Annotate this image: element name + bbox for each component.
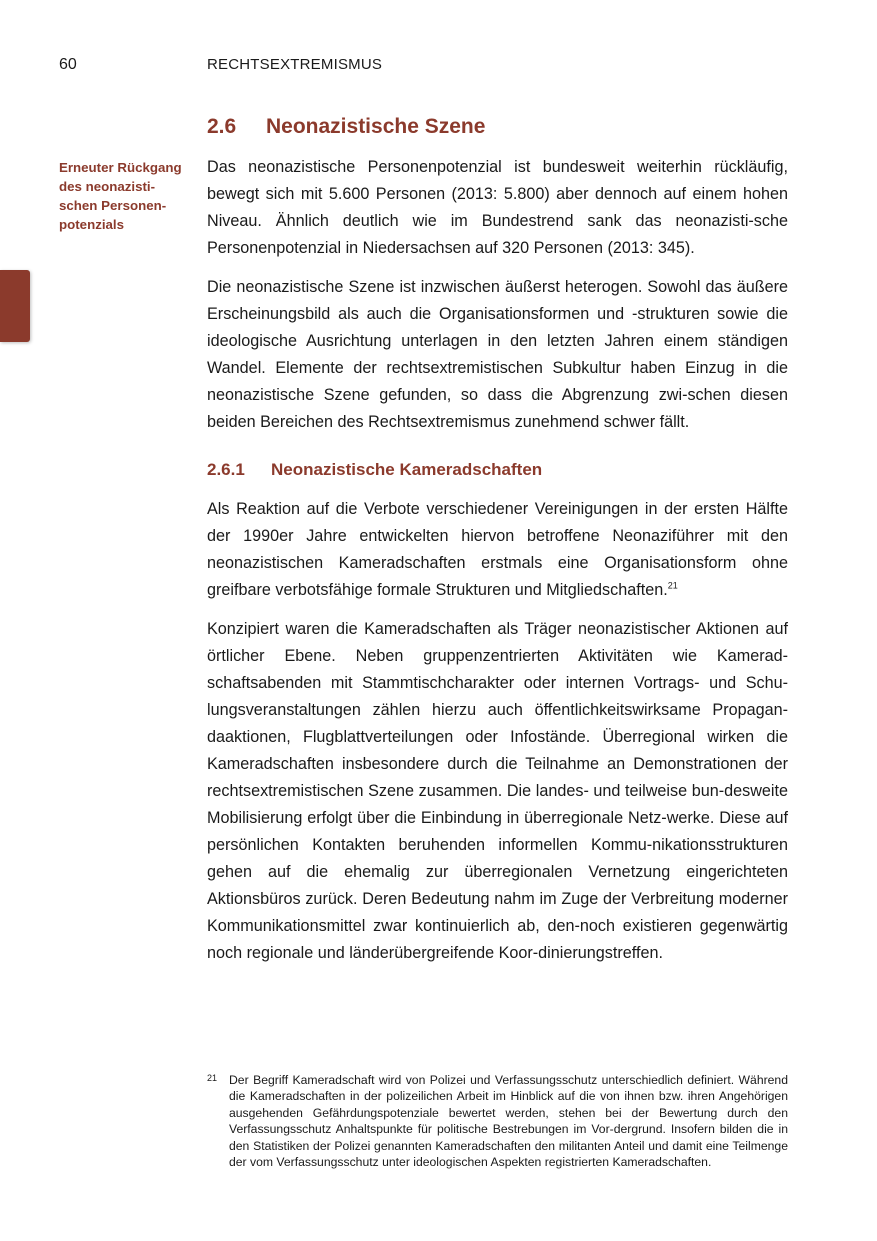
section-paragraph: Die neonazistische Szene ist inzwischen äußerst heterogen. Sowohl das äußere Erscheinungsbild als auch die Organisationsformen und -strukturen sowie die ideologische Ausrichtung unterlagen in den letzten Jahren einem ständigen Wandel. Elemente der rechtsextremistischen Subkultur haben Einzug in die neonazistische Szene gefunden, so dass die Abgrenzung zwi-schen diesen beiden Bereichen des Rechtsextremismus zunehmend schwer fällt.: [207, 278, 788, 431]
section-title: Neonazistische Szene: [266, 115, 486, 138]
paragraph-text: Als Reaktion auf die Verbote verschiedener Vereinigungen in der ersten Hälfte der 1990er Jahre entwickelten hiervon betroffene Neonaziführer mit den neonazistischen Kameradschaften erstmals eine Organisationsform ohne greifbare verbotsfähige formale Strukturen und Mitgliedschaften.: [207, 500, 788, 599]
section-heading: [207, 112, 788, 142]
running-head: RECHTSEXTREMISMUS: [207, 56, 383, 73]
footnote-text: Der Begriff Kameradschaft wird von Polizei und Verfassungsschutz unterschiedlich definiert. Während die Kameradschaften in der polizeilichen Arbeit im Hinblick auf die von ihnen bzw. ihren Angehörigen ausgehenden Gefährdungspotenziale bewertet werden, stehen bei der Bewertung durch den Verfassungsschutz Anhaltspunkte für politische Bestrebungen im Vor-dergrund. Insofern bilden die in den Statistiken der Polizei genannten Kameradschaften den militanten Anteil und damit eine Teilmenge der vom Verfassungsschutz unter ideologischen Aspekten registrierten Kameradschaften.: [229, 1073, 788, 1170]
chapter-tab-marker: [0, 270, 30, 342]
subsection-paragraph: Konzipiert waren die Kameradschaften als Träger neonazistischer Aktionen auf örtlicher Ebene. Neben gruppenzentrierten Aktivitäten wie Kamerad-schaftsabenden mit Stammtischcharakter oder internen Vortrags- und Schu-lungsveranstaltungen zählen hierzu auch öffentlichkeitswirksame Propagan-daaktionen, Flugblattverteilungen oder Infostände. Überregional wirken die Kameradschaften insbesondere durch die Teilnahme an Demonstrationen der rechtsextremistischen Szene zusammen. Die landes- und teilweise bun-desweite Mobilisierung erfolgt über die Einbindung in überregionale Netz-werke. Diese auf persönlichen Kontakten beruhenden informellen Kommu-nikationsstrukturen gehen auf die ehemalig zur überregionalen Vernetzung eingerichteten Aktionsbüros zurück. Deren Bedeutung nahm im Zuge der Verbreitung moderner Kommunikationsmittel zwar kontinuierlich ab, den-noch existieren gegenwärtig noch regionale und länderübergreifende Koor-dinierungstreffen.: [207, 620, 788, 962]
margin-note: Erneuter Rückgang des neonazisti-schen Personen-potenzials: [59, 160, 182, 232]
page-number: 60: [59, 56, 77, 73]
section-number: 2.6: [207, 115, 237, 138]
footnote-reference[interactable]: 21: [667, 580, 678, 591]
subsection-heading: [207, 458, 788, 482]
footnote-number: 21: [207, 1073, 218, 1083]
subsection-number: 2.6.1: [207, 460, 245, 479]
section-paragraph: Das neonazistische Personenpotenzial ist bundesweit weiterhin rückläufig, bewegt sich mit 5.600 Personen (2013: 5.800) aber dennoch auf einem hohen Niveau. Ähnlich deutlich wie im Bundestrend sank das neonazisti-sche Personenpotenzial in Niedersachsen auf 320 Personen (2013: 345).: [207, 158, 788, 257]
subsection-paragraph: [207, 496, 788, 604]
main-content: [207, 112, 788, 979]
footnote: [207, 1072, 788, 1170]
subsection-title: Neonazistische Kameradschaften: [271, 460, 543, 479]
